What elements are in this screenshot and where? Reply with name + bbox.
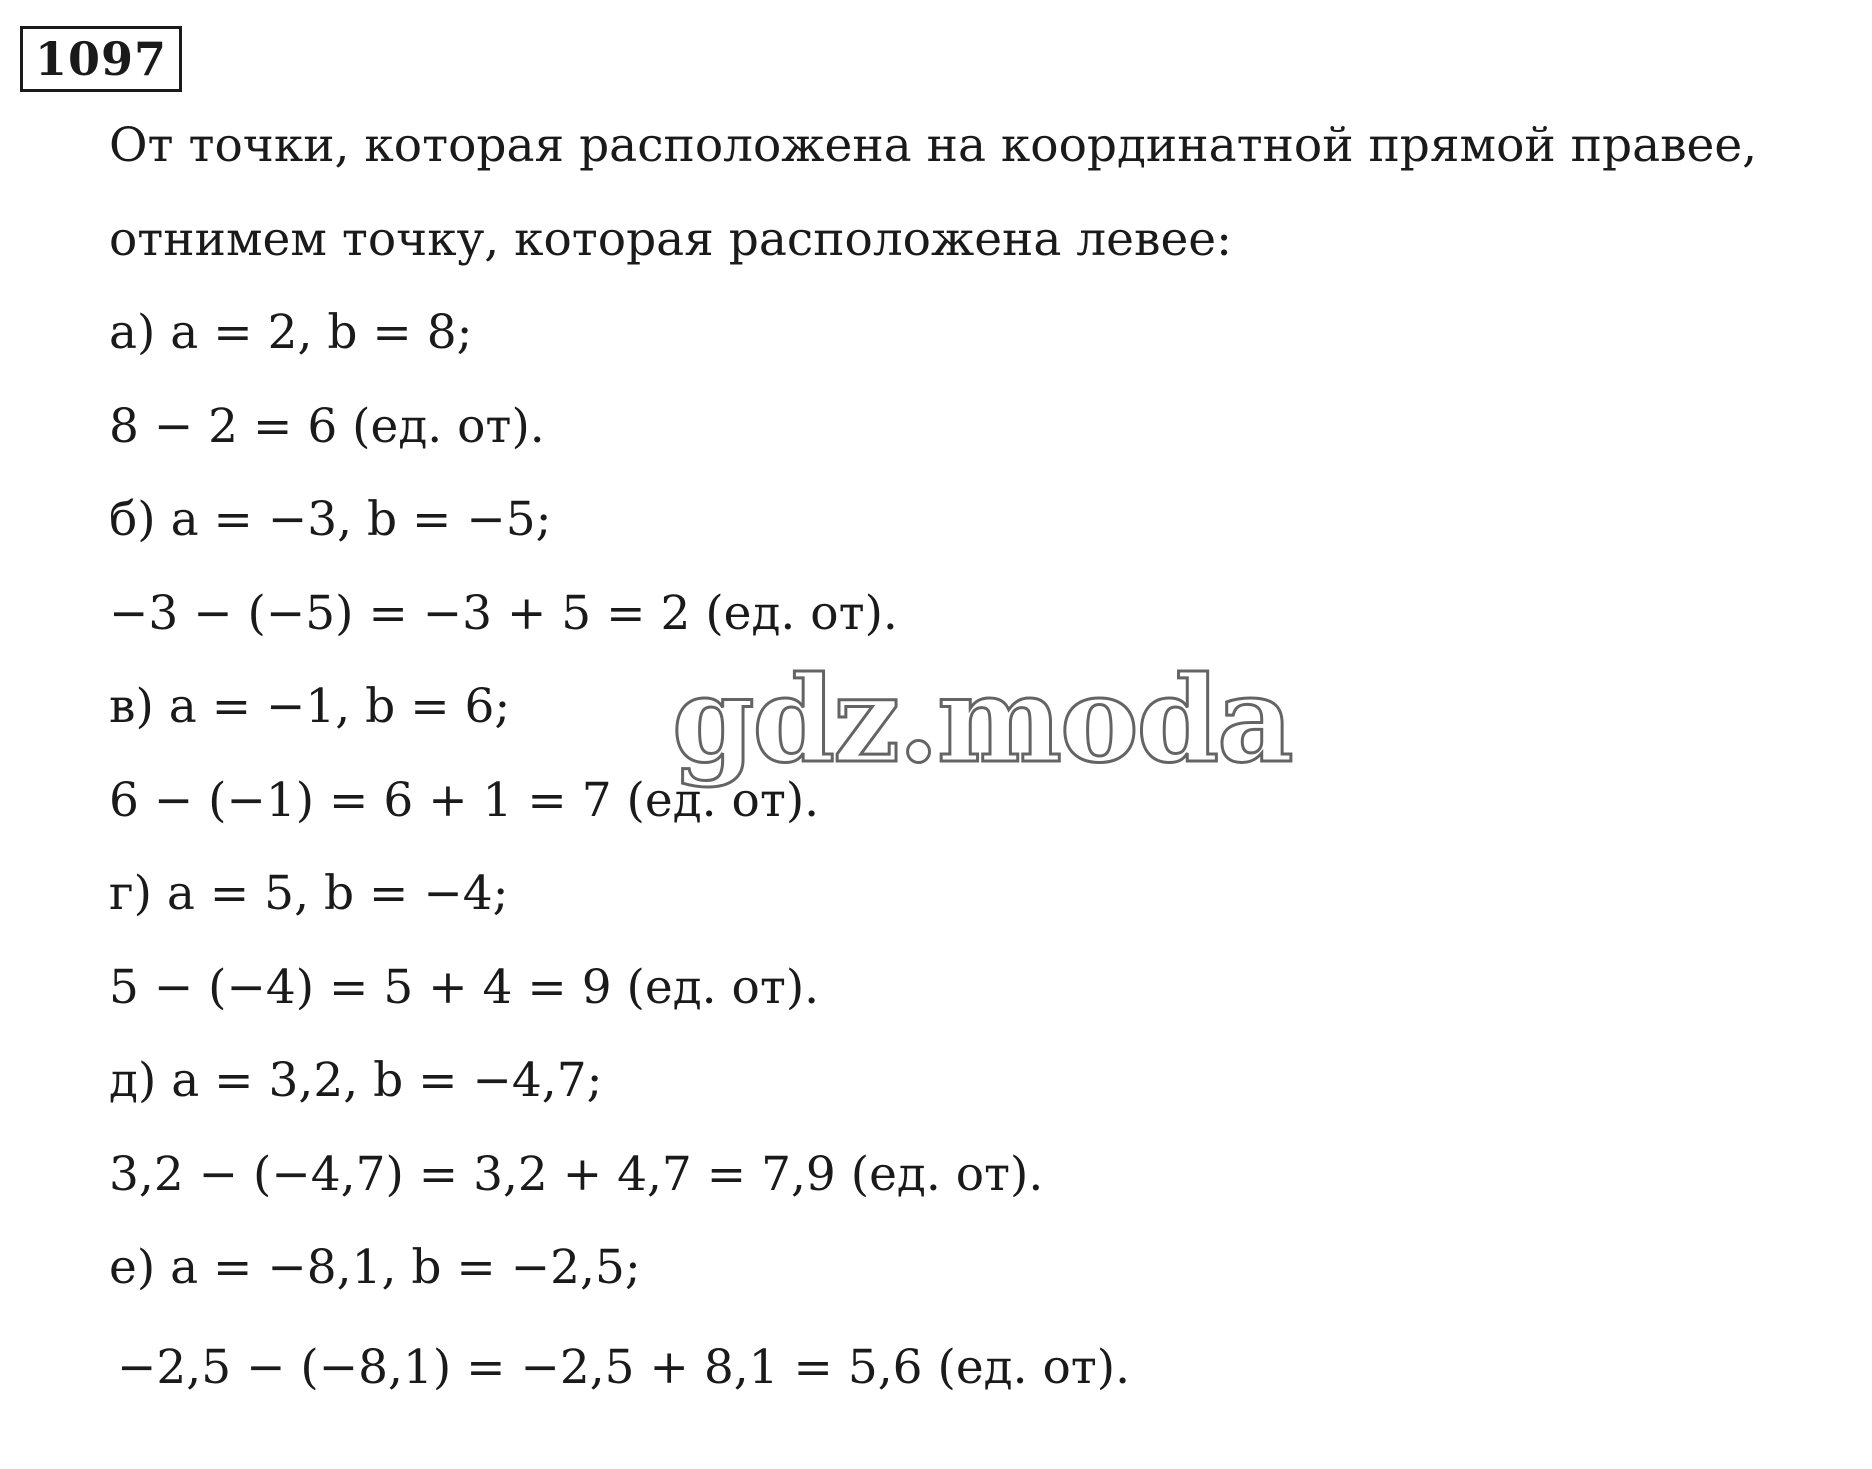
part-v-condition: в) a = −1, b = 6; — [109, 679, 511, 734]
part-d-solution: 3,2 − (−4,7) = 3,2 + 4,7 = 7,9 (ед. от). — [109, 1146, 1044, 1202]
part-v-solution: 6 − (−1) = 6 + 1 = 7 (ед. от). — [109, 772, 820, 828]
part-a-condition: а) a = 2, b = 8; — [109, 305, 473, 360]
part-d-condition: д) a = 3,2, b = −4,7; — [109, 1053, 603, 1108]
part-b-solution: −3 − (−5) = −3 + 5 = 2 (ед. от). — [109, 585, 898, 641]
part-g-solution: 5 − (−4) = 5 + 4 = 9 (ед. от). — [109, 959, 820, 1015]
intro-line-1: От точки, которая расположена на координатной прямой правее, — [109, 118, 1758, 173]
task-number-box: 1097 — [20, 26, 182, 92]
watermark-logo: gdz.moda — [672, 650, 1292, 789]
part-e-solution: −2,5 − (−8,1) = −2,5 + 8,1 = 5,6 (ед. от). — [117, 1339, 1131, 1395]
part-g-condition: г) a = 5, b = −4; — [109, 866, 509, 921]
part-b-condition: б) a = −3, b = −5; — [109, 492, 552, 547]
part-a-solution: 8 − 2 = 6 (ед. от). — [109, 398, 545, 454]
part-e-condition: е) a = −8,1, b = −2,5; — [109, 1240, 641, 1295]
intro-line-2: отнимем точку, которая расположена левее: — [109, 211, 1232, 267]
